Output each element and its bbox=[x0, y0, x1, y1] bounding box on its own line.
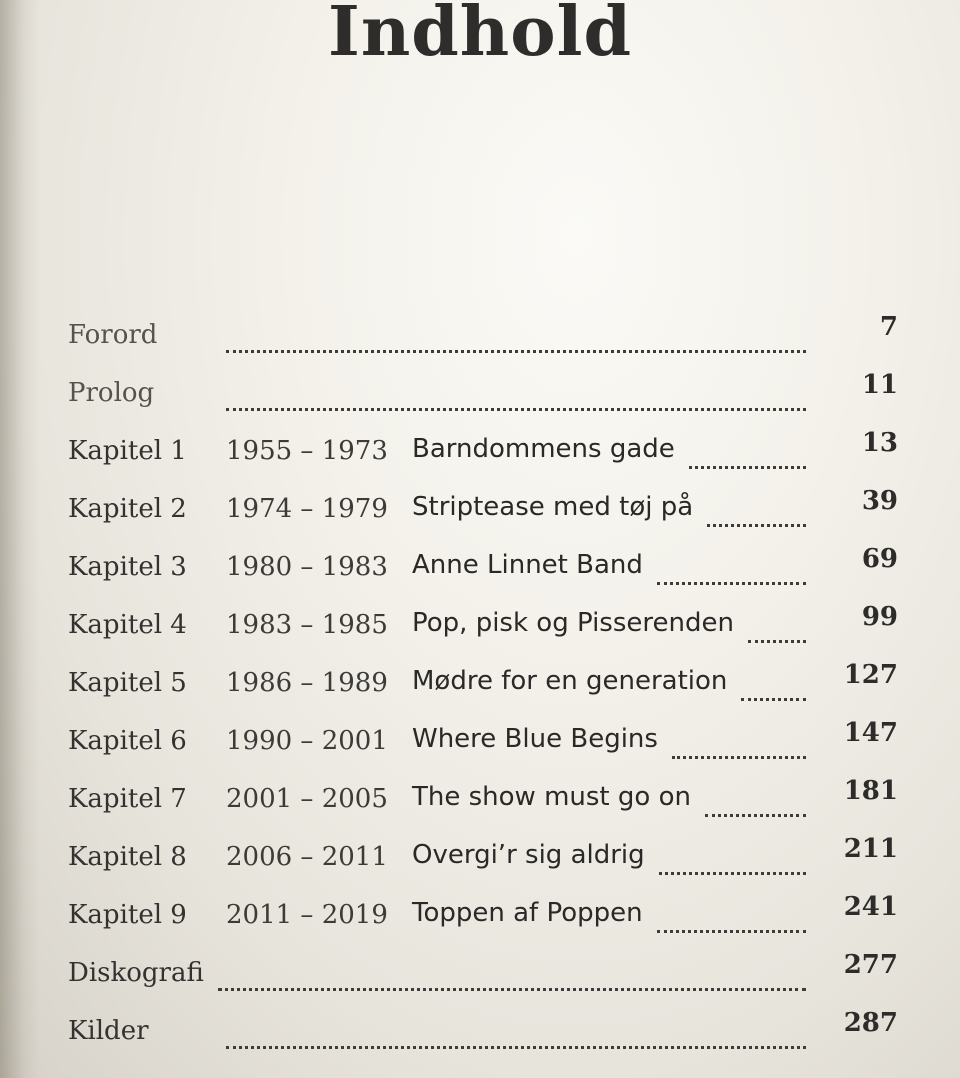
toc-entry bbox=[68, 948, 908, 1006]
dot-leader bbox=[657, 900, 806, 933]
dot-leader bbox=[707, 494, 806, 527]
toc-entry bbox=[68, 890, 908, 948]
toc-entry-title: Where Blue Begins bbox=[412, 724, 658, 754]
toc-entry-page-number: 7 bbox=[879, 312, 898, 342]
toc-entry-years: 2001 – 2005 bbox=[226, 784, 388, 814]
toc-entry bbox=[68, 484, 908, 542]
toc-entry-page-number: 11 bbox=[861, 370, 898, 400]
toc-entry-page-number: 211 bbox=[843, 834, 898, 864]
toc-entry-title: Toppen af Poppen bbox=[412, 898, 643, 928]
dot-leader bbox=[226, 1016, 806, 1049]
toc-entry-title: Pop, pisk og Pisserenden bbox=[412, 608, 734, 638]
toc-entry-label: Kapitel 8 bbox=[68, 842, 187, 872]
toc-entry-years: 1980 – 1983 bbox=[226, 552, 388, 582]
toc-entry-title: The show must go on bbox=[412, 782, 691, 812]
toc-entry-label: Kapitel 7 bbox=[68, 784, 187, 814]
dot-leader bbox=[705, 784, 806, 817]
toc-entry-title: Striptease med tøj på bbox=[412, 492, 694, 522]
dot-leader bbox=[657, 552, 806, 585]
toc-entry-page-number: 69 bbox=[861, 544, 898, 574]
toc-entry-page-number: 287 bbox=[843, 1008, 898, 1038]
toc-entry-page-number: 241 bbox=[843, 892, 898, 922]
toc-entry-years: 2006 – 2011 bbox=[226, 842, 388, 872]
toc-entry-label: Kapitel 4 bbox=[68, 610, 187, 640]
toc-entry-page-number: 13 bbox=[861, 428, 898, 458]
toc-entry bbox=[68, 716, 908, 774]
toc-entry-years: 1990 – 2001 bbox=[226, 726, 388, 756]
toc-entry-label: Kapitel 5 bbox=[68, 668, 187, 698]
dot-leader bbox=[741, 668, 806, 701]
dot-leader bbox=[218, 958, 806, 991]
toc-entry-title: Mødre for en generation bbox=[412, 666, 728, 696]
dot-leader bbox=[748, 610, 806, 643]
dot-leader bbox=[689, 436, 806, 469]
toc-entry-years: 2011 – 2019 bbox=[226, 900, 388, 930]
toc-entry-label: Kapitel 2 bbox=[68, 494, 187, 524]
toc-entry-page-number: 39 bbox=[861, 486, 898, 516]
toc-entry bbox=[68, 426, 908, 484]
toc-entry bbox=[68, 832, 908, 890]
toc-entry-title: Anne Linnet Band bbox=[412, 550, 643, 580]
toc-entry-label: Kapitel 9 bbox=[68, 900, 187, 930]
toc-entry-label: Kapitel 1 bbox=[68, 436, 187, 466]
toc-entry-label: Kapitel 6 bbox=[68, 726, 187, 756]
toc-entry bbox=[68, 658, 908, 716]
toc-entry-label: Forord bbox=[68, 320, 158, 350]
toc-entry-page-number: 127 bbox=[843, 660, 898, 690]
toc-entry-page-number: 181 bbox=[843, 776, 898, 806]
dot-leader bbox=[659, 842, 806, 875]
page-title: Indhold bbox=[328, 0, 632, 72]
toc-entry-label: Prolog bbox=[68, 378, 155, 408]
toc-entry-page-number: 147 bbox=[843, 718, 898, 748]
toc-entry-years: 1955 – 1973 bbox=[226, 436, 388, 466]
toc-entry bbox=[68, 542, 908, 600]
toc-entry-years: 1974 – 1979 bbox=[226, 494, 388, 524]
toc-entry-title: Overgi’r sig aldrig bbox=[412, 840, 645, 870]
toc-entry-label: Diskografi bbox=[68, 958, 204, 988]
toc-entry bbox=[68, 1006, 908, 1064]
table-of-contents bbox=[68, 310, 908, 1064]
toc-entry-label: Kilder bbox=[68, 1016, 149, 1046]
toc-entry-page-number: 99 bbox=[861, 602, 898, 632]
toc-entry bbox=[68, 600, 908, 658]
toc-entry bbox=[68, 368, 908, 426]
dot-leader bbox=[226, 378, 806, 411]
toc-entry-page-number: 277 bbox=[843, 950, 898, 980]
toc-entry bbox=[68, 774, 908, 832]
toc-entry bbox=[68, 310, 908, 368]
dot-leader bbox=[226, 320, 806, 353]
toc-entry-years: 1983 – 1985 bbox=[226, 610, 388, 640]
dot-leader bbox=[672, 726, 806, 759]
toc-entry-label: Kapitel 3 bbox=[68, 552, 187, 582]
toc-entry-title: Barndommens gade bbox=[412, 434, 675, 464]
toc-entry-years: 1986 – 1989 bbox=[226, 668, 388, 698]
